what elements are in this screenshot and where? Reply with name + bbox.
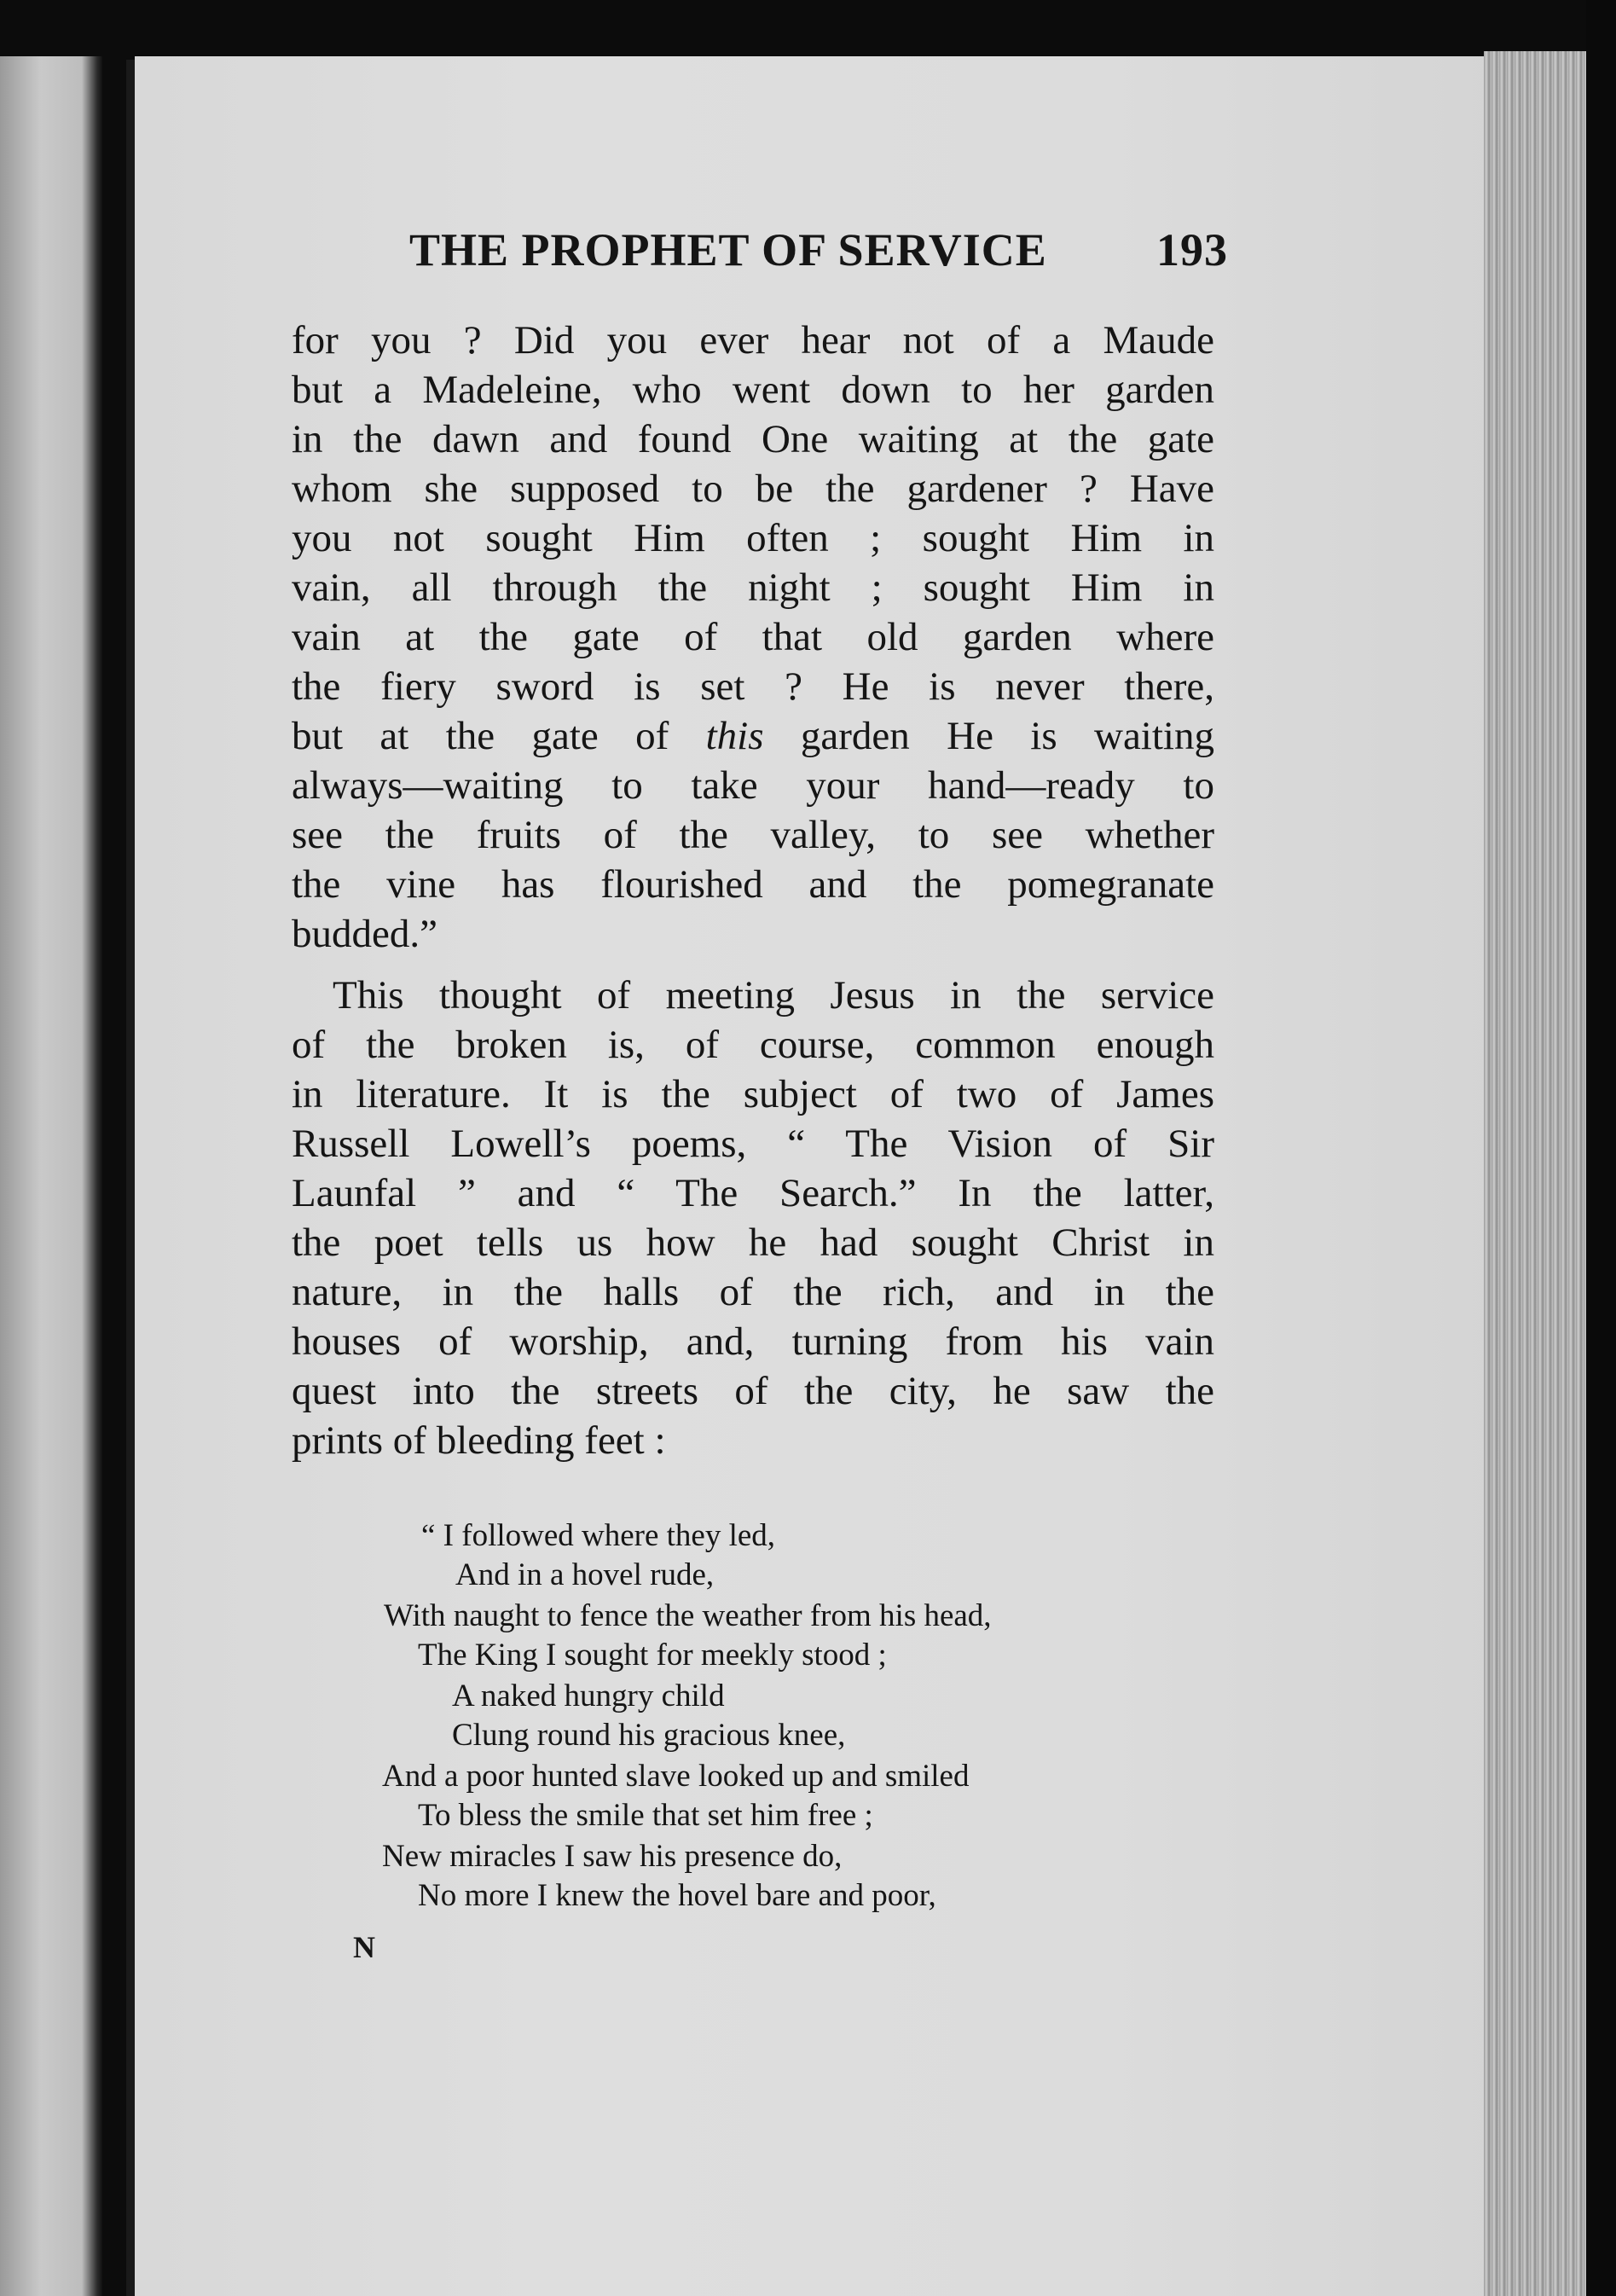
verse-line: Clung round his gracious knee, bbox=[452, 1718, 846, 1753]
text-line: in literature. It is the subject of two of James bbox=[292, 1072, 1214, 1116]
text-line: for you ? Did you ever hear not of a Maude bbox=[292, 318, 1214, 362]
text-line: always—waiting to take your hand—ready to bbox=[292, 763, 1214, 808]
page-block-edge bbox=[1484, 51, 1586, 2296]
text-line: see the fruits of the valley, to see whether bbox=[292, 813, 1214, 857]
signature-mark: N bbox=[353, 1930, 375, 1964]
verse-line: A naked hungry child bbox=[452, 1679, 725, 1713]
text-line: vain at the gate of that old garden where bbox=[292, 615, 1214, 659]
text-line: quest into the streets of the city, he saw the bbox=[292, 1369, 1214, 1413]
text-line: Russell Lowell’s poems, “ The Vision of Sir bbox=[292, 1122, 1214, 1166]
text-line: but a Madeleine, who went down to her garden bbox=[292, 368, 1214, 412]
text-line: the vine has flourished and the pomegranate bbox=[292, 862, 1214, 907]
text-line: budded.” bbox=[292, 912, 437, 956]
text-line: in the dawn and found One waiting at the gate bbox=[292, 417, 1214, 461]
verse-line: No more I knew the hovel bare and poor, bbox=[418, 1878, 936, 1913]
verse-line: New miracles I saw his presence do, bbox=[382, 1839, 843, 1874]
verse-line: With naught to fence the weather from his head, bbox=[384, 1598, 992, 1633]
text-line: you not sought Him often ; sought Him in bbox=[292, 516, 1214, 560]
text-line: houses of worship, and, turning from his vain bbox=[292, 1319, 1214, 1364]
running-header bbox=[409, 223, 1228, 276]
scan-border bbox=[1586, 0, 1616, 2296]
emphasis: this bbox=[705, 714, 764, 758]
text-line: This thought of meeting Jesus in the service bbox=[333, 973, 1214, 1018]
verse-line: And a poor hunted slave looked up and smiled bbox=[382, 1759, 970, 1794]
text-line: the fiery sword is set ? He is never there, bbox=[292, 664, 1214, 709]
text-line: of the broken is, of course, common enough bbox=[292, 1023, 1214, 1067]
gutter-shadow bbox=[126, 60, 135, 2296]
text-line: prints of bleeding feet : bbox=[292, 1418, 666, 1463]
running-head-title: THE PROPHET OF SERVICE bbox=[409, 224, 1047, 275]
verse-line: And in a hovel rude, bbox=[455, 1557, 715, 1592]
page-number: 193 bbox=[1156, 224, 1228, 275]
text-line: the poet tells us how he had sought Christ in bbox=[292, 1220, 1214, 1265]
facing-page-edge bbox=[0, 56, 102, 2296]
text-line: but at the gate of this garden He is waiting bbox=[292, 714, 1214, 758]
verse-line: To bless the smile that set him free ; bbox=[418, 1798, 873, 1833]
text-line: vain, all through the night ; sought Him in bbox=[292, 565, 1214, 610]
text-line: Launfal ” and “ The Search.” In the latter, bbox=[292, 1171, 1214, 1215]
text-line: nature, in the halls of the rich, and in the bbox=[292, 1270, 1214, 1314]
text-line: whom she supposed to be the gardener ? Have bbox=[292, 467, 1214, 511]
verse-line: “ I followed where they led, bbox=[421, 1518, 776, 1553]
verse-line: The King I sought for meekly stood ; bbox=[418, 1638, 887, 1673]
